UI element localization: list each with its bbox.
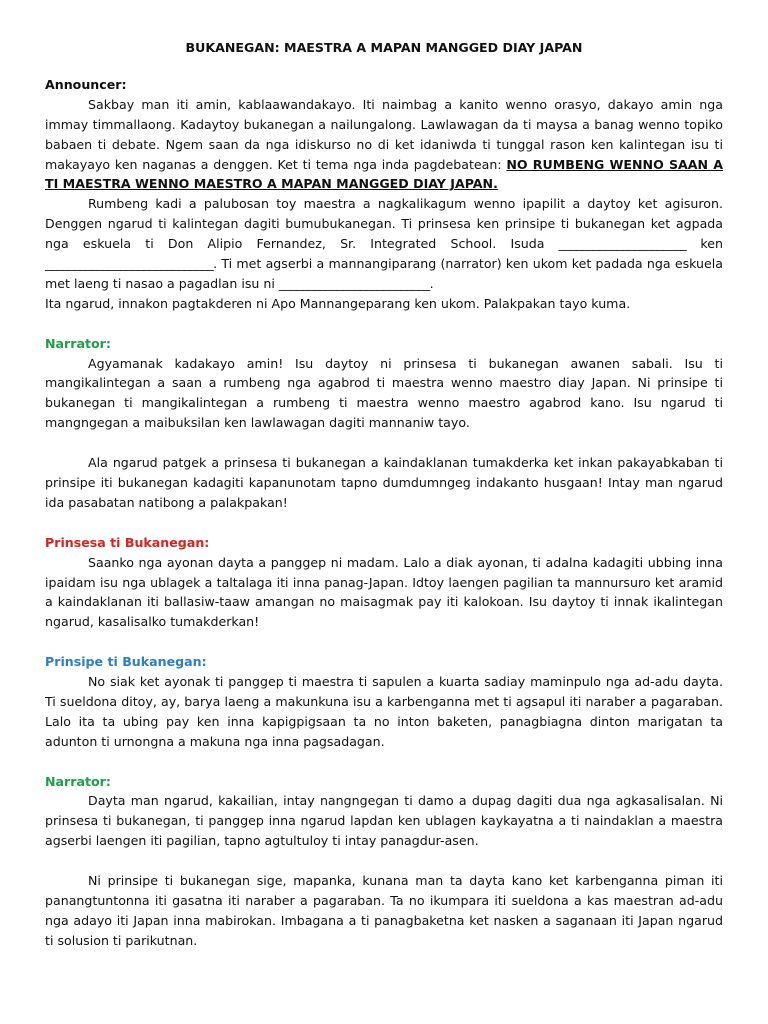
narrator-section-2 — [45, 772, 723, 951]
speaker-label-announcer: Announcer: — [45, 76, 127, 92]
speaker-label-narrator: Narrator: — [45, 335, 111, 351]
announcer-paragraph-2-text-d: . — [429, 275, 434, 291]
announcer-paragraph-2-text-c: . Ti met agserbi a mannangiparang (narrator) ken ukom ket padada nga eskuela met laeng ti nasao a pagadlan isu ni — [45, 256, 723, 291]
fill-in-blank-3: __________________________ — [278, 275, 430, 291]
fill-in-blank-1: ______________________ — [558, 236, 687, 252]
prinsesa-section — [45, 533, 723, 633]
narrator-section-1 — [45, 334, 723, 513]
speaker-label-prinsesa: Prinsesa ti Bukanegan: — [45, 534, 210, 550]
paragraph-gap — [45, 433, 723, 453]
fill-in-blank-2: _____________________________ — [45, 256, 214, 272]
section-gap — [45, 314, 723, 334]
narrator-2-paragraph-1: Dayta man ngarud, kakailian, intay nangngegan ti damo a dupag dagiti dua nga agkasalisalan. Ni prinsesa ti bukanegan, ti panggep inna ngarud lapdan ken ublagen kaykayatna a ti naindaklan a maestra agserbi laengen iti pagilian, tapno agtultuloy ti intay panagdur-asen. — [45, 793, 723, 849]
speaker-label-prinsipe: Prinsipe ti Bukanegan: — [45, 654, 207, 670]
speaker-label-narrator: Narrator: — [45, 773, 111, 789]
prinsipe-paragraph-1: No siak ket ayonak ti panggep ti maestra ti sapulen a kuarta sadiay maminpulo nga ad-adu dayta. Ti sueldona ditoy, ay, barya laeng a makunkuna isu a karbenganna met ti agsapul iti naraber a pagaraban. Lalo ita ta ubing pay ken inna kapigpigsaan ta no inton baketen, panagbiagna dinton marigatan ta adunton ti urnongna a makuna nga inna pagsadagan. — [45, 674, 723, 749]
announcer-paragraph-2-text-a: Rumbeng kadi a palubosan toy maestra a nagkalikagum wenno ipapilit a daytoy ket agisuron. Denggen ngarud ti kalintegan dagiti bumubukanegan. Ti prinsesa ken prinsipe ti bukanegan ket agpada nga eskuela ti Don Alipio Fernandez, Sr. Integrated School. Isuda — [45, 196, 723, 252]
narrator-1-paragraph-2: Ala ngarud patgek a prinsesa ti bukanegan a kaindaklanan tumakderka ket inkan pakayabkaban ti prinsipe iti bukanegan kadagiti kapanunotam tapno dumdumngeg indakanto husgaan! Intay man ngarud ida pasabatan natibong a palakpakan! — [45, 455, 723, 510]
section-gap — [45, 513, 723, 533]
document-title: BUKANEGAN: MAESTRA A MAPAN MANGGED DIAY JAPAN — [185, 40, 583, 55]
narrator-1-paragraph-1: Agyamanak kadakayo amin! Isu daytoy ni prinsesa ti bukanegan awanen sabali. Isu ti mangikalintegan a saan a rumbeng nga agabrod ti maestra wenno maestro diay Japan. Ni prinsipe ti bukanegan ti mangikalintegan a rumbeng ti maestra wenno maestro agabrod kano. Isu ngarud ti mangngegan a maibuksilan ken lawlawagan dagiti mannaniw tayo. — [45, 355, 723, 431]
announcer-section — [45, 75, 723, 314]
section-gap — [45, 752, 723, 772]
paragraph-gap — [45, 851, 723, 871]
announcer-paragraph-2 — [45, 194, 723, 294]
narrator-2-paragraph-2: Ni prinsipe ti bukanegan sige, mapanka, kunana man ta dayta kano ket karbenganna piman iti panangtuntonna iti gasatna iti naraber a pagaraban. Ta no ikumpara iti sueldona a kas maestran ad-adu nga adayo iti Japan inna mabirokan. Imbagana a ti panagbaketna ket nasken a saganaan iti Japan ngarud ti solusion ti parikutnan. — [45, 873, 723, 948]
announcer-paragraph-1 — [45, 95, 723, 195]
section-gap — [45, 632, 723, 652]
prinsesa-paragraph-1: Saanko nga ayonan dayta a panggep ni madam. Lalo a diak ayonan, ti adalna kadagiti ubbing inna ipaidam isu nga ublagek a taltalaga iti inna panag-Japan. Idtoy laengen pagilian ta mannursuro ket aramid a kaindaklanan iti ballasiw-taaw amangan no maisagmak pay iti kalokoan. Isu daytoy ti innak ikalintegan ngarud, kasalisalko tumakderkan! — [45, 554, 723, 630]
announcer-paragraph-3: Ita ngarud, innakon pagtakderen ni Apo Mannangeparang ken ukom. Palakpakan tayo kuma. — [45, 295, 631, 311]
announcer-paragraph-2-text-b: ken — [686, 236, 723, 252]
prinsipe-section — [45, 652, 723, 752]
announcer-paragraph-1-text: Sakbay man iti amin, kablaawandakayo. Iti naimbag a kanito wenno orasyo, dakayo amin nga immay timmallaong. Kadaytoy bukanegan a nailungalong. Lawlawagan da ti maysa a banag wenno topiko babaen ti debate. Ngem saan da nga idiskurso no di ket idaniwda ti tunggal rason ken kalintegan isu ti makayayo ken naganas a denggen. Ket ti tema nga inda pagdebatean: — [45, 96, 723, 172]
debate-topic: NO RUMBENG WENNO SAAN A TI MAESTRA WENNO MAESTRO A MAPAN MANGGED DIAY JAPAN. — [45, 156, 723, 192]
